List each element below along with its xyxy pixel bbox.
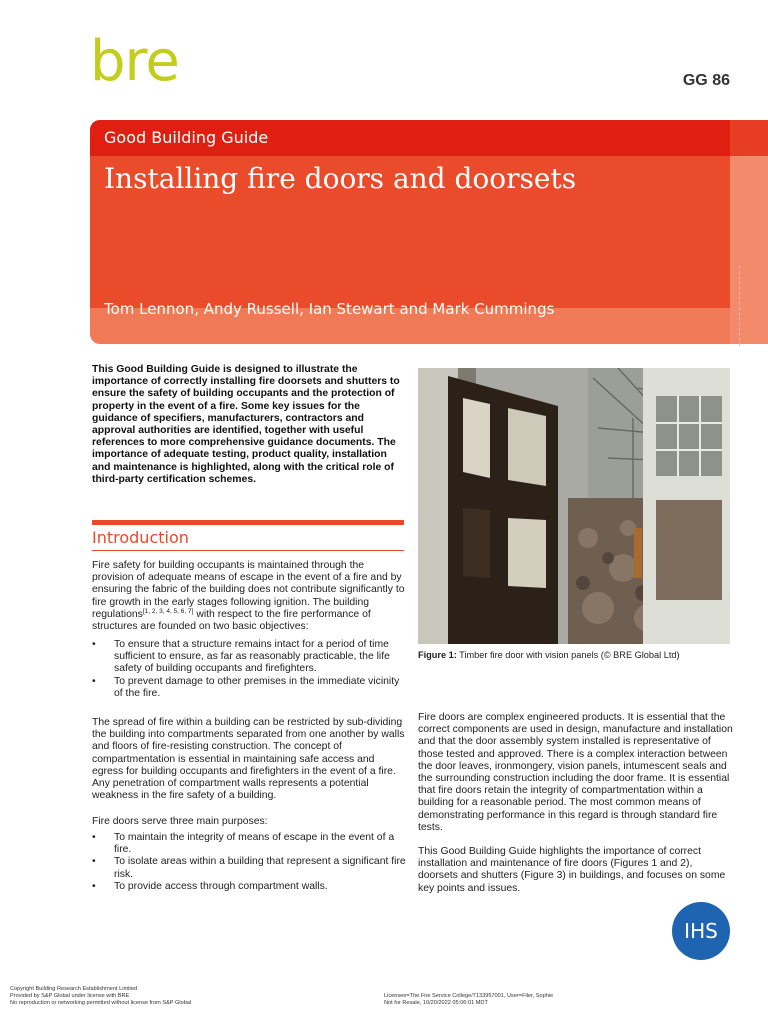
- list-item: • To isolate areas within a building that represent a significant fire risk.: [92, 856, 406, 880]
- side-strip-top: [730, 120, 768, 156]
- section-heading-introduction: Introduction: [92, 528, 189, 547]
- footer-license: Licensee=The Fire Service College/7133957001, User=Filer, Sophie Not for Resale, 10/20/2022 05:06:01 MDT: [384, 993, 554, 1006]
- fire-door-image: [418, 368, 730, 644]
- figure-fire-door-photo: [418, 368, 730, 644]
- list-item: • To ensure that a structure remains intact for a period of time sufficient to ensure, as far as reasonably practicable, the life safety of building occupants and firefighters.: [92, 639, 390, 675]
- right-paragraph-1: Fire doors are complex engineered products. It is essential that the correct components are used in design, manufacture and installation and that the door assembly system installed is representative of those tested and approved. There is a complex interaction between the door leaves, ironmongery, vision panels, intumescent seals and the surrounding construction including the door frame. It is essential that fire doors retain the integrity of compartmentation within a building for a reasonable period. The most common means of demonstrating performance in this regard is through standard fire tests.: [418, 712, 733, 833]
- purposes-list: [92, 832, 408, 893]
- right-paragraph-2: This Good Building Guide highlights the importance of correct installation and maintenance of fire doors (Figures 1 and 2), doorsets and shutters (Figure 3) in buildings, and focuses on some key points and issues.: [418, 846, 726, 894]
- series-name: Good Building Guide: [104, 128, 269, 147]
- ihs-logo: IHS: [672, 902, 730, 960]
- figure-caption: Figure 1: Timber fire door with vision panels (© BRE Global Ltd): [418, 650, 680, 660]
- reference-list: [1, 2, 3, 4, 5, 6, 7]: [142, 607, 194, 615]
- title-banner: [90, 120, 730, 344]
- list-item: • To provide access through compartment walls.: [92, 880, 328, 892]
- intro-paragraph-2: The spread of fire within a building can be restricted by sub-dividing the building into compartments separated from one another by walls and floors of fire-resisting construction. The concept of compartmentation is essential in maintaining safe access and egress for building occupants and firefighters in the event of a fire. Any penetration of compartment walls represents a potential weakness in the fire safety of a building.: [92, 717, 405, 802]
- list-item: • To prevent damage to other premises in the immediate vicinity of the fire.: [92, 675, 400, 699]
- footer-copyright: Copyright Building Research Establishment Limited Provided by S&P Global under license with BRE No reproduction or networking permitted without license from S&P Global: [10, 986, 192, 1006]
- side-strip: [730, 156, 768, 344]
- authors: Tom Lennon, Andy Russell, Ian Stewart and Mark Cummings: [104, 300, 555, 318]
- intro-paragraph-3: Fire doors serve three main purposes:: [92, 816, 268, 827]
- section-rule: [92, 520, 404, 525]
- guide-code: GG 86: [682, 72, 730, 89]
- bre-logo: bre: [90, 29, 179, 94]
- objectives-list: [92, 639, 408, 700]
- list-item: • To maintain the integrity of means of escape in the event of a fire.: [92, 832, 395, 856]
- document-title: Installing fire doors and doorsets: [104, 162, 577, 195]
- section-underline: [92, 550, 404, 551]
- abstract: This Good Building Guide is designed to illustrate the importance of correctly installing fire doorsets and shutters to ensure the safety of building occupants and the protection of property in the event of a fire. Some key issues for the guidance of specifiers, manufacturers, contractors and approval authorities are identified, together with useful references to more comprehensive guidance documents. The importance of adequate testing, product quality, installation and maintenance is highlighted, along with the critical role of third-party certification schemes.: [92, 364, 400, 485]
- intro-paragraph-1: Fire safety for building occupants is maintained through the provision of adequate means of escape in the event of a fire and by ensuring the fabric of the building does not contribute significantly to fire growth in the early stages following ignition. The building regulations[1, 2, 3, 4, 5, 6, 7] with respect to the fire performance of structures are founded on two basic objectives:: [92, 560, 405, 633]
